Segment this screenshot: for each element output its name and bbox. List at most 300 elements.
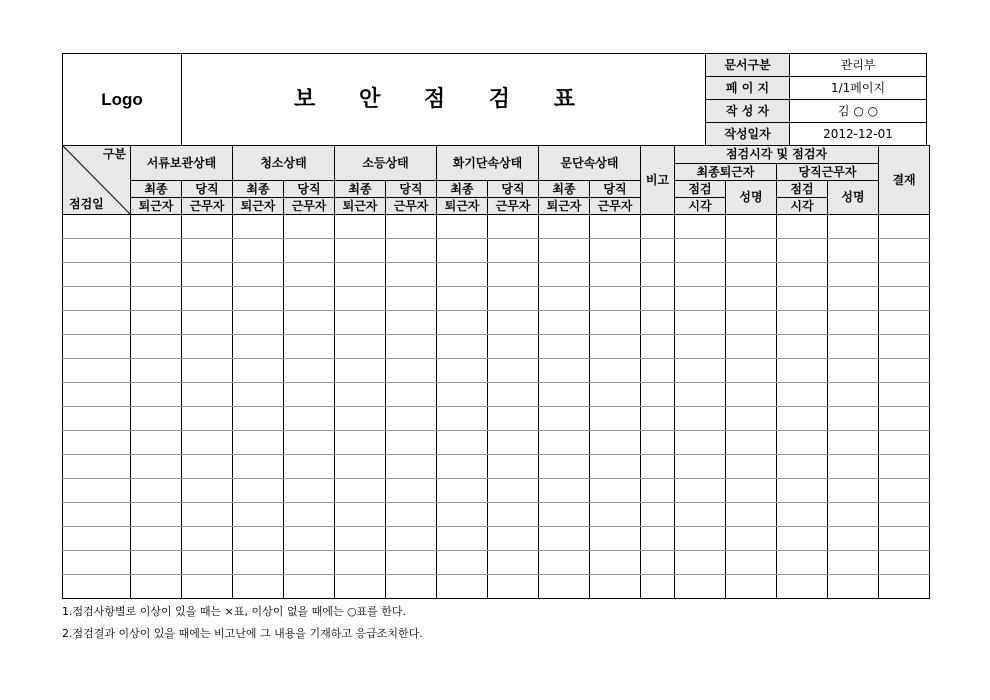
entry-cell[interactable] [726, 215, 777, 239]
entry-cell[interactable] [539, 287, 590, 311]
entry-cell[interactable] [437, 431, 488, 455]
logo: Logo [63, 54, 182, 146]
entry-cell[interactable] [488, 455, 539, 479]
entry-cell[interactable] [879, 551, 930, 575]
entry-cell[interactable] [828, 359, 879, 383]
sub-header: 근무자 [182, 198, 233, 215]
entry-cell[interactable] [437, 359, 488, 383]
entry-cell[interactable] [675, 407, 726, 431]
entry-cell[interactable] [777, 263, 828, 287]
entry-cell[interactable] [437, 335, 488, 359]
entry-cell[interactable] [335, 575, 386, 599]
entry-cell[interactable] [335, 407, 386, 431]
entry-cell[interactable] [131, 239, 182, 263]
entry-cell[interactable] [131, 407, 182, 431]
entry-cell[interactable] [182, 263, 233, 287]
entry-cell[interactable] [386, 527, 437, 551]
entry-cell[interactable] [335, 479, 386, 503]
entry-cell[interactable] [726, 575, 777, 599]
entry-cell[interactable] [437, 455, 488, 479]
entry-cell[interactable] [386, 551, 437, 575]
entry-rows [63, 215, 930, 599]
entry-cell[interactable] [63, 575, 131, 599]
entry-cell[interactable] [335, 455, 386, 479]
entry-cell[interactable] [539, 551, 590, 575]
entry-cell[interactable] [675, 551, 726, 575]
entry-cell[interactable] [590, 311, 641, 335]
entry-cell[interactable] [777, 239, 828, 263]
sub-header: 당직 [488, 181, 539, 198]
entry-cell[interactable] [182, 239, 233, 263]
entry-cell[interactable] [63, 479, 131, 503]
entry-cell[interactable] [879, 575, 930, 599]
entry-cell[interactable] [182, 455, 233, 479]
entry-cell[interactable] [777, 527, 828, 551]
entry-cell[interactable] [386, 335, 437, 359]
entry-cell[interactable] [284, 527, 335, 551]
entry-cell[interactable] [641, 215, 675, 239]
sub-header: 근무자 [590, 198, 641, 215]
entry-cell[interactable] [63, 551, 131, 575]
entry-cell[interactable] [335, 359, 386, 383]
entry-cell[interactable] [675, 311, 726, 335]
entry-cell[interactable] [641, 455, 675, 479]
entry-cell[interactable] [879, 527, 930, 551]
entry-cell[interactable] [539, 431, 590, 455]
entry-cell[interactable] [828, 431, 879, 455]
entry-cell[interactable] [63, 335, 131, 359]
entry-cell[interactable] [641, 239, 675, 263]
entry-cell[interactable] [675, 527, 726, 551]
entry-cell[interactable] [63, 431, 131, 455]
entry-cell[interactable] [641, 527, 675, 551]
entry-cell[interactable] [437, 287, 488, 311]
entry-cell[interactable] [131, 479, 182, 503]
entry-cell[interactable] [131, 503, 182, 527]
entry-cell[interactable] [539, 335, 590, 359]
entry-cell[interactable] [590, 551, 641, 575]
table-row [63, 239, 930, 263]
entry-cell[interactable] [131, 383, 182, 407]
entry-cell[interactable] [675, 239, 726, 263]
time-sub-header: 최종퇴근자 [675, 164, 777, 181]
entry-cell[interactable] [63, 311, 131, 335]
entry-cell[interactable] [590, 455, 641, 479]
sub-header: 최종 [437, 181, 488, 198]
entry-cell[interactable] [335, 239, 386, 263]
entry-cell[interactable] [879, 503, 930, 527]
entry-cell[interactable] [777, 551, 828, 575]
table-row [63, 215, 930, 239]
entry-cell[interactable] [590, 263, 641, 287]
entry-cell[interactable] [675, 335, 726, 359]
entry-cell[interactable] [879, 239, 930, 263]
entry-cell[interactable] [182, 311, 233, 335]
entry-cell[interactable] [641, 575, 675, 599]
entry-cell[interactable] [726, 479, 777, 503]
entry-cell[interactable] [233, 239, 284, 263]
entry-cell[interactable] [590, 503, 641, 527]
entry-cell[interactable] [335, 215, 386, 239]
entry-cell[interactable] [284, 431, 335, 455]
entry-cell[interactable] [63, 287, 131, 311]
entry-cell[interactable] [539, 503, 590, 527]
entry-cell[interactable] [335, 431, 386, 455]
entry-cell[interactable] [335, 287, 386, 311]
form-header [62, 53, 927, 146]
entry-cell[interactable] [539, 239, 590, 263]
entry-cell[interactable] [131, 527, 182, 551]
entry-cell[interactable] [879, 479, 930, 503]
entry-cell[interactable] [182, 551, 233, 575]
entry-cell[interactable] [284, 383, 335, 407]
entry-cell[interactable] [182, 527, 233, 551]
entry-cell[interactable] [777, 407, 828, 431]
entry-cell[interactable] [488, 551, 539, 575]
entry-cell[interactable] [641, 551, 675, 575]
entry-cell[interactable] [828, 287, 879, 311]
entry-cell[interactable] [777, 311, 828, 335]
entry-cell[interactable] [386, 479, 437, 503]
entry-cell[interactable] [641, 359, 675, 383]
entry-cell[interactable] [828, 335, 879, 359]
entry-cell[interactable] [488, 215, 539, 239]
entry-cell[interactable] [63, 263, 131, 287]
entry-cell[interactable] [879, 263, 930, 287]
entry-cell[interactable] [675, 263, 726, 287]
entry-cell[interactable] [437, 503, 488, 527]
entry-cell[interactable] [675, 431, 726, 455]
entry-cell[interactable] [726, 431, 777, 455]
entry-cell[interactable] [335, 527, 386, 551]
entry-cell[interactable] [590, 287, 641, 311]
entry-cell[interactable] [488, 311, 539, 335]
entry-cell[interactable] [828, 311, 879, 335]
entry-cell[interactable] [539, 479, 590, 503]
entry-cell[interactable] [233, 359, 284, 383]
entry-cell[interactable] [828, 503, 879, 527]
entry-cell[interactable] [777, 215, 828, 239]
entry-cell[interactable] [828, 575, 879, 599]
entry-cell[interactable] [641, 503, 675, 527]
entry-cell[interactable] [777, 479, 828, 503]
entry-cell[interactable] [828, 551, 879, 575]
entry-cell[interactable] [828, 479, 879, 503]
entry-cell[interactable] [675, 503, 726, 527]
entry-cell[interactable] [539, 527, 590, 551]
entry-cell[interactable] [233, 431, 284, 455]
entry-cell[interactable] [641, 383, 675, 407]
entry-cell[interactable] [233, 551, 284, 575]
entry-cell[interactable] [488, 383, 539, 407]
entry-cell[interactable] [488, 359, 539, 383]
entry-cell[interactable] [641, 431, 675, 455]
entry-cell[interactable] [182, 215, 233, 239]
entry-cell[interactable] [539, 311, 590, 335]
entry-cell[interactable] [726, 503, 777, 527]
entry-cell[interactable] [828, 527, 879, 551]
entry-cell[interactable] [182, 335, 233, 359]
table-row [63, 263, 930, 287]
entry-cell[interactable] [437, 407, 488, 431]
entry-cell[interactable] [284, 455, 335, 479]
entry-cell[interactable] [182, 479, 233, 503]
entry-cell[interactable] [675, 479, 726, 503]
entry-cell[interactable] [641, 407, 675, 431]
entry-cell[interactable] [828, 455, 879, 479]
meta-value: 김 ○ ○ [790, 100, 927, 123]
entry-cell[interactable] [726, 455, 777, 479]
entry-cell[interactable] [726, 359, 777, 383]
page-title: 보 안 점 검 표 [182, 54, 706, 146]
entry-cell[interactable] [879, 215, 930, 239]
entry-cell[interactable] [386, 575, 437, 599]
entry-cell[interactable] [63, 215, 131, 239]
entry-cell[interactable] [386, 455, 437, 479]
entry-cell[interactable] [488, 503, 539, 527]
entry-cell[interactable] [131, 335, 182, 359]
entry-cell[interactable] [488, 575, 539, 599]
entry-cell[interactable] [284, 263, 335, 287]
entry-cell[interactable] [726, 383, 777, 407]
entry-cell[interactable] [437, 263, 488, 287]
group-header: 청소상태 [233, 146, 335, 181]
note-line: 2.점검결과 이상이 있을 때에는 비고난에 그 내용을 기재하고 응급조치한다. [62, 627, 423, 640]
entry-cell[interactable] [233, 383, 284, 407]
entry-cell[interactable] [63, 407, 131, 431]
entry-cell[interactable] [828, 239, 879, 263]
entry-cell[interactable] [182, 359, 233, 383]
entry-cell[interactable] [63, 455, 131, 479]
entry-cell[interactable] [590, 215, 641, 239]
entry-cell[interactable] [488, 239, 539, 263]
entry-cell[interactable] [284, 311, 335, 335]
entry-cell[interactable] [233, 287, 284, 311]
entry-cell[interactable] [182, 407, 233, 431]
entry-cell[interactable] [590, 383, 641, 407]
entry-cell[interactable] [437, 215, 488, 239]
entry-cell[interactable] [879, 455, 930, 479]
entry-cell[interactable] [675, 455, 726, 479]
entry-cell[interactable] [675, 359, 726, 383]
entry-cell[interactable] [539, 455, 590, 479]
entry-cell[interactable] [131, 311, 182, 335]
entry-cell[interactable] [590, 479, 641, 503]
meta-value: 2012-12-01 [790, 123, 927, 146]
entry-cell[interactable] [335, 263, 386, 287]
table-row [63, 575, 930, 599]
entry-cell[interactable] [284, 575, 335, 599]
entry-cell[interactable] [879, 335, 930, 359]
entry-cell[interactable] [131, 359, 182, 383]
entry-cell[interactable] [488, 263, 539, 287]
entry-cell[interactable] [539, 215, 590, 239]
group-header: 소등상태 [335, 146, 437, 181]
entry-cell[interactable] [879, 311, 930, 335]
entry-cell[interactable] [386, 287, 437, 311]
entry-cell[interactable] [63, 527, 131, 551]
entry-cell[interactable] [726, 239, 777, 263]
entry-cell[interactable] [131, 455, 182, 479]
entry-cell[interactable] [539, 383, 590, 407]
entry-cell[interactable] [437, 479, 488, 503]
entry-cell[interactable] [879, 359, 930, 383]
entry-cell[interactable] [488, 335, 539, 359]
entry-cell[interactable] [675, 575, 726, 599]
entry-cell[interactable] [233, 335, 284, 359]
entry-cell[interactable] [879, 383, 930, 407]
entry-cell[interactable] [233, 263, 284, 287]
entry-cell[interactable] [590, 527, 641, 551]
entry-cell[interactable] [386, 383, 437, 407]
entry-cell[interactable] [131, 263, 182, 287]
entry-cell[interactable] [335, 383, 386, 407]
entry-cell[interactable] [131, 575, 182, 599]
entry-cell[interactable] [182, 287, 233, 311]
entry-cell[interactable] [777, 359, 828, 383]
entry-cell[interactable] [284, 359, 335, 383]
entry-cell[interactable] [386, 359, 437, 383]
entry-cell[interactable] [437, 527, 488, 551]
entry-cell[interactable] [879, 407, 930, 431]
entry-cell[interactable] [182, 383, 233, 407]
entry-cell[interactable] [539, 407, 590, 431]
entry-cell[interactable] [386, 311, 437, 335]
entry-cell[interactable] [777, 431, 828, 455]
entry-cell[interactable] [335, 503, 386, 527]
entry-cell[interactable] [131, 287, 182, 311]
table-row [63, 503, 930, 527]
entry-cell[interactable] [437, 311, 488, 335]
entry-cell[interactable] [386, 215, 437, 239]
entry-cell[interactable] [386, 263, 437, 287]
entry-cell[interactable] [488, 527, 539, 551]
entry-cell[interactable] [284, 335, 335, 359]
entry-cell[interactable] [437, 575, 488, 599]
sub-header: 퇴근자 [539, 198, 590, 215]
entry-cell[interactable] [284, 479, 335, 503]
time-col-header: 점검 [675, 181, 726, 198]
entry-cell[interactable] [63, 359, 131, 383]
entry-cell[interactable] [777, 335, 828, 359]
entry-cell[interactable] [726, 551, 777, 575]
entry-cell[interactable] [777, 455, 828, 479]
entry-cell[interactable] [182, 575, 233, 599]
entry-cell[interactable] [131, 215, 182, 239]
entry-cell[interactable] [675, 287, 726, 311]
entry-cell[interactable] [777, 287, 828, 311]
entry-cell[interactable] [641, 311, 675, 335]
entry-cell[interactable] [386, 503, 437, 527]
entry-cell[interactable] [590, 575, 641, 599]
entry-cell[interactable] [828, 407, 879, 431]
entry-cell[interactable] [879, 431, 930, 455]
entry-cell[interactable] [488, 407, 539, 431]
entry-cell[interactable] [386, 239, 437, 263]
entry-cell[interactable] [777, 503, 828, 527]
entry-cell[interactable] [233, 215, 284, 239]
entry-cell[interactable] [590, 431, 641, 455]
entry-cell[interactable] [131, 551, 182, 575]
entry-cell[interactable] [63, 239, 131, 263]
entry-cell[interactable] [590, 407, 641, 431]
entry-cell[interactable] [641, 335, 675, 359]
entry-cell[interactable] [233, 407, 284, 431]
entry-cell[interactable] [233, 575, 284, 599]
entry-cell[interactable] [233, 479, 284, 503]
entry-cell[interactable] [777, 383, 828, 407]
entry-cell[interactable] [726, 527, 777, 551]
approval-header: 결재 [879, 146, 930, 215]
entry-cell[interactable] [675, 215, 726, 239]
entry-cell[interactable] [131, 431, 182, 455]
entry-cell[interactable] [539, 359, 590, 383]
entry-cell[interactable] [335, 335, 386, 359]
entry-cell[interactable] [488, 431, 539, 455]
entry-cell[interactable] [726, 263, 777, 287]
entry-cell[interactable] [386, 431, 437, 455]
entry-cell[interactable] [284, 215, 335, 239]
entry-cell[interactable] [539, 263, 590, 287]
entry-cell[interactable] [726, 335, 777, 359]
entry-cell[interactable] [63, 383, 131, 407]
entry-cell[interactable] [233, 455, 284, 479]
form-notes [62, 602, 423, 646]
entry-cell[interactable] [726, 311, 777, 335]
entry-cell[interactable] [233, 503, 284, 527]
entry-cell[interactable] [675, 383, 726, 407]
entry-cell[interactable] [386, 407, 437, 431]
entry-cell[interactable] [335, 551, 386, 575]
time-group-header: 점검시각 및 점검자 [675, 146, 879, 164]
entry-cell[interactable] [437, 239, 488, 263]
entry-cell[interactable] [590, 359, 641, 383]
entry-cell[interactable] [828, 263, 879, 287]
entry-cell[interactable] [641, 263, 675, 287]
entry-cell[interactable] [437, 383, 488, 407]
entry-cell[interactable] [182, 503, 233, 527]
entry-cell[interactable] [641, 479, 675, 503]
entry-cell[interactable] [233, 311, 284, 335]
entry-cell[interactable] [284, 503, 335, 527]
entry-cell[interactable] [828, 383, 879, 407]
entry-cell[interactable] [335, 311, 386, 335]
entry-cell[interactable] [726, 407, 777, 431]
entry-cell[interactable] [777, 575, 828, 599]
entry-cell[interactable] [284, 551, 335, 575]
entry-cell[interactable] [879, 287, 930, 311]
entry-cell[interactable] [539, 575, 590, 599]
entry-cell[interactable] [726, 287, 777, 311]
entry-cell[interactable] [182, 431, 233, 455]
entry-cell[interactable] [437, 551, 488, 575]
entry-cell[interactable] [828, 215, 879, 239]
entry-cell[interactable] [284, 287, 335, 311]
entry-cell[interactable] [284, 407, 335, 431]
entry-cell[interactable] [641, 287, 675, 311]
remarks-header: 비고 [641, 146, 675, 215]
entry-cell[interactable] [488, 287, 539, 311]
entry-cell[interactable] [590, 239, 641, 263]
category-label: 구분 [102, 147, 126, 161]
entry-cell[interactable] [590, 335, 641, 359]
entry-cell[interactable] [284, 239, 335, 263]
table-row [63, 431, 930, 455]
entry-cell[interactable] [233, 527, 284, 551]
table-row [63, 287, 930, 311]
entry-cell[interactable] [488, 479, 539, 503]
entry-cell[interactable] [63, 503, 131, 527]
